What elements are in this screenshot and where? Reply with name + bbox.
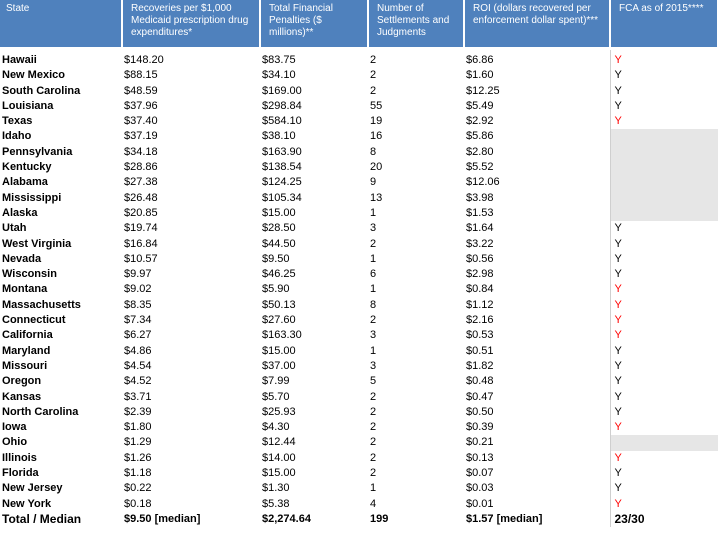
fca-cell xyxy=(610,435,718,450)
table-row xyxy=(0,84,718,99)
penalties-cell: $28.50 xyxy=(260,221,368,236)
penalties-cell: $14.00 xyxy=(260,451,368,466)
total-penalties-cell: $2,274.64 xyxy=(260,512,368,527)
header-recoveries: Recoveries per $1,000 Medicaid prescription drug expenditures* xyxy=(122,0,260,49)
settlements-cell: 2 xyxy=(368,84,464,99)
penalties-cell: $7.99 xyxy=(260,374,368,389)
table-row xyxy=(0,420,718,435)
recoveries-cell: $27.38 xyxy=(122,175,260,190)
recoveries-cell: $4.86 xyxy=(122,344,260,359)
table-row xyxy=(0,175,718,190)
recoveries-cell: $8.35 xyxy=(122,298,260,313)
state-cell: New Mexico xyxy=(0,68,122,83)
header-row xyxy=(0,0,718,49)
penalties-cell: $25.93 xyxy=(260,405,368,420)
table-row xyxy=(0,390,718,405)
state-cell: Missouri xyxy=(0,359,122,374)
settlements-cell: 2 xyxy=(368,435,464,450)
table-row xyxy=(0,435,718,450)
recoveries-cell: $2.39 xyxy=(122,405,260,420)
recoveries-cell: $9.97 xyxy=(122,267,260,282)
penalties-cell: $15.00 xyxy=(260,206,368,221)
fca-cell: Y xyxy=(610,221,718,236)
roi-cell: $0.48 xyxy=(464,374,610,389)
penalties-cell: $37.00 xyxy=(260,359,368,374)
settlements-cell: 3 xyxy=(368,328,464,343)
state-cell: Illinois xyxy=(0,451,122,466)
fca-cell: Y xyxy=(610,481,718,496)
fca-cell xyxy=(610,206,718,221)
state-cell: Texas xyxy=(0,114,122,129)
fca-cell: Y xyxy=(610,267,718,282)
roi-cell: $0.51 xyxy=(464,344,610,359)
penalties-cell: $27.60 xyxy=(260,313,368,328)
settlements-cell: 1 xyxy=(368,344,464,359)
penalties-cell: $584.10 xyxy=(260,114,368,129)
settlements-cell: 2 xyxy=(368,405,464,420)
total-row xyxy=(0,512,718,527)
table-row xyxy=(0,114,718,129)
recoveries-cell: $88.15 xyxy=(122,68,260,83)
roi-cell: $5.52 xyxy=(464,160,610,175)
roi-cell: $2.16 xyxy=(464,313,610,328)
settlements-cell: 19 xyxy=(368,114,464,129)
table-row xyxy=(0,206,718,221)
state-cell: Kansas xyxy=(0,390,122,405)
table-row xyxy=(0,451,718,466)
settlements-cell: 5 xyxy=(368,374,464,389)
roi-cell: $0.07 xyxy=(464,466,610,481)
roi-cell: $3.98 xyxy=(464,191,610,206)
recoveries-cell: $7.34 xyxy=(122,313,260,328)
state-cell: Idaho xyxy=(0,129,122,144)
settlements-cell: 9 xyxy=(368,175,464,190)
state-cell: New Jersey xyxy=(0,481,122,496)
recoveries-cell: $20.85 xyxy=(122,206,260,221)
total-roi-cell: $1.57 [median] xyxy=(464,512,610,527)
recoveries-cell: $26.48 xyxy=(122,191,260,206)
settlements-cell: 1 xyxy=(368,282,464,297)
state-cell: Kentucky xyxy=(0,160,122,175)
penalties-cell: $83.75 xyxy=(260,49,368,69)
recoveries-cell: $28.86 xyxy=(122,160,260,175)
fca-cell: Y xyxy=(610,451,718,466)
penalties-cell: $5.90 xyxy=(260,282,368,297)
fca-cell: Y xyxy=(610,313,718,328)
roi-cell: $1.60 xyxy=(464,68,610,83)
penalties-cell: $4.30 xyxy=(260,420,368,435)
total-fca-cell: 23/30 xyxy=(610,512,718,527)
recoveries-cell: $1.29 xyxy=(122,435,260,450)
table-row xyxy=(0,252,718,267)
table-row xyxy=(0,328,718,343)
settlements-cell: 6 xyxy=(368,267,464,282)
fca-cell: Y xyxy=(610,359,718,374)
settlements-cell: 8 xyxy=(368,145,464,160)
roi-cell: $0.50 xyxy=(464,405,610,420)
penalties-cell: $5.38 xyxy=(260,497,368,512)
recoveries-cell: $148.20 xyxy=(122,49,260,69)
state-cell: Montana xyxy=(0,282,122,297)
fca-cell: Y xyxy=(610,114,718,129)
state-cell: Massachusetts xyxy=(0,298,122,313)
penalties-cell: $12.44 xyxy=(260,435,368,450)
roi-cell: $1.53 xyxy=(464,206,610,221)
table-body xyxy=(0,49,718,512)
recoveries-cell: $0.18 xyxy=(122,497,260,512)
table-row xyxy=(0,191,718,206)
state-cell: Ohio xyxy=(0,435,122,450)
table-row xyxy=(0,49,718,69)
state-cell: Alaska xyxy=(0,206,122,221)
table-row xyxy=(0,267,718,282)
roi-cell: $12.06 xyxy=(464,175,610,190)
state-cell: Pennsylvania xyxy=(0,145,122,160)
table-row xyxy=(0,282,718,297)
table-row xyxy=(0,405,718,420)
settlements-cell: 3 xyxy=(368,359,464,374)
recoveries-cell: $1.26 xyxy=(122,451,260,466)
fca-cell xyxy=(610,160,718,175)
state-cell: Alabama xyxy=(0,175,122,190)
recoveries-cell: $37.96 xyxy=(122,99,260,114)
penalties-cell: $163.30 xyxy=(260,328,368,343)
roi-cell: $5.49 xyxy=(464,99,610,114)
penalties-cell: $34.10 xyxy=(260,68,368,83)
fca-cell: Y xyxy=(610,49,718,69)
settlements-cell: 1 xyxy=(368,206,464,221)
roi-cell: $1.12 xyxy=(464,298,610,313)
penalties-cell: $15.00 xyxy=(260,466,368,481)
state-cell: Louisiana xyxy=(0,99,122,114)
roi-cell: $0.01 xyxy=(464,497,610,512)
roi-cell: $0.13 xyxy=(464,451,610,466)
roi-cell: $0.03 xyxy=(464,481,610,496)
penalties-cell: $163.90 xyxy=(260,145,368,160)
settlements-cell: 16 xyxy=(368,129,464,144)
settlements-cell: 1 xyxy=(368,481,464,496)
recoveries-cell: $37.40 xyxy=(122,114,260,129)
settlements-cell: 2 xyxy=(368,390,464,405)
header-settlements: Number of Settlements and Judgments xyxy=(368,0,464,49)
header-fca: FCA as of 2015**** xyxy=(610,0,718,49)
roi-cell: $0.56 xyxy=(464,252,610,267)
settlements-cell: 4 xyxy=(368,497,464,512)
penalties-cell: $298.84 xyxy=(260,99,368,114)
header-penalties: Total Financial Penalties ($ millions)** xyxy=(260,0,368,49)
fca-cell xyxy=(610,175,718,190)
recoveries-cell: $1.80 xyxy=(122,420,260,435)
penalties-cell: $46.25 xyxy=(260,267,368,282)
recoveries-cell: $37.19 xyxy=(122,129,260,144)
state-cell: Iowa xyxy=(0,420,122,435)
state-cell: Oregon xyxy=(0,374,122,389)
header-state: State xyxy=(0,0,122,49)
fca-cell: Y xyxy=(610,99,718,114)
penalties-cell: $124.25 xyxy=(260,175,368,190)
table-row xyxy=(0,221,718,236)
table-row xyxy=(0,374,718,389)
table-row xyxy=(0,497,718,512)
fca-cell: Y xyxy=(610,344,718,359)
recoveries-cell: $16.84 xyxy=(122,237,260,252)
roi-cell: $2.92 xyxy=(464,114,610,129)
state-cell: California xyxy=(0,328,122,343)
state-cell: North Carolina xyxy=(0,405,122,420)
total-recoveries-cell: $9.50 [median] xyxy=(122,512,260,527)
table-row xyxy=(0,298,718,313)
penalties-cell: $38.10 xyxy=(260,129,368,144)
fca-cell: Y xyxy=(610,374,718,389)
settlements-cell: 3 xyxy=(368,221,464,236)
state-cell: New York xyxy=(0,497,122,512)
roi-cell: $2.80 xyxy=(464,145,610,160)
state-cell: South Carolina xyxy=(0,84,122,99)
fca-cell: Y xyxy=(610,420,718,435)
recoveries-cell: $0.22 xyxy=(122,481,260,496)
fca-cell: Y xyxy=(610,328,718,343)
table-row xyxy=(0,129,718,144)
table-row xyxy=(0,237,718,252)
fca-cell: Y xyxy=(610,466,718,481)
header-roi: ROI (dollars recovered per enforcement dollar spent)*** xyxy=(464,0,610,49)
fca-cell xyxy=(610,129,718,144)
penalties-cell: $105.34 xyxy=(260,191,368,206)
fca-cell xyxy=(610,145,718,160)
roi-cell: $1.64 xyxy=(464,221,610,236)
penalties-cell: $169.00 xyxy=(260,84,368,99)
fca-cell: Y xyxy=(610,405,718,420)
fca-cell: Y xyxy=(610,390,718,405)
state-cell: Florida xyxy=(0,466,122,481)
settlements-cell: 2 xyxy=(368,420,464,435)
penalties-cell: $5.70 xyxy=(260,390,368,405)
fca-cell: Y xyxy=(610,282,718,297)
state-cell: Wisconsin xyxy=(0,267,122,282)
state-cell: Mississippi xyxy=(0,191,122,206)
recoveries-cell: $4.52 xyxy=(122,374,260,389)
table-row xyxy=(0,359,718,374)
recoveries-cell: $19.74 xyxy=(122,221,260,236)
fca-cell: Y xyxy=(610,252,718,267)
settlements-cell: 2 xyxy=(368,49,464,69)
roi-cell: $0.84 xyxy=(464,282,610,297)
roi-cell: $5.86 xyxy=(464,129,610,144)
roi-cell: $6.86 xyxy=(464,49,610,69)
state-cell: Hawaii xyxy=(0,49,122,69)
settlements-cell: 2 xyxy=(368,451,464,466)
table-row xyxy=(0,313,718,328)
settlements-cell: 2 xyxy=(368,466,464,481)
table-row xyxy=(0,68,718,83)
fca-cell: Y xyxy=(610,298,718,313)
table-row xyxy=(0,466,718,481)
penalties-cell: $15.00 xyxy=(260,344,368,359)
recoveries-cell: $48.59 xyxy=(122,84,260,99)
fca-cell xyxy=(610,191,718,206)
roi-cell: $0.53 xyxy=(464,328,610,343)
table-row xyxy=(0,344,718,359)
state-cell: Connecticut xyxy=(0,313,122,328)
settlements-cell: 2 xyxy=(368,237,464,252)
roi-cell: $1.82 xyxy=(464,359,610,374)
roi-cell: $0.47 xyxy=(464,390,610,405)
state-cell: Nevada xyxy=(0,252,122,267)
recoveries-cell: $1.18 xyxy=(122,466,260,481)
table-row xyxy=(0,160,718,175)
roi-cell: $2.98 xyxy=(464,267,610,282)
penalties-cell: $138.54 xyxy=(260,160,368,175)
settlements-cell: 20 xyxy=(368,160,464,175)
settlements-cell: 2 xyxy=(368,68,464,83)
settlements-cell: 8 xyxy=(368,298,464,313)
recoveries-cell: $4.54 xyxy=(122,359,260,374)
penalties-cell: $50.13 xyxy=(260,298,368,313)
table-row xyxy=(0,99,718,114)
total-state-cell: Total / Median xyxy=(0,512,122,527)
fca-cell: Y xyxy=(610,84,718,99)
state-cell: Utah xyxy=(0,221,122,236)
penalties-cell: $9.50 xyxy=(260,252,368,267)
recoveries-cell: $9.02 xyxy=(122,282,260,297)
state-cell: Maryland xyxy=(0,344,122,359)
table-row xyxy=(0,145,718,160)
penalties-cell: $44.50 xyxy=(260,237,368,252)
total-settlements-cell: 199 xyxy=(368,512,464,527)
settlements-cell: 1 xyxy=(368,252,464,267)
fca-cell: Y xyxy=(610,497,718,512)
settlements-cell: 2 xyxy=(368,313,464,328)
settlements-cell: 55 xyxy=(368,99,464,114)
state-cell: West Virginia xyxy=(0,237,122,252)
recoveries-cell: $6.27 xyxy=(122,328,260,343)
roi-cell: $3.22 xyxy=(464,237,610,252)
roi-cell: $0.39 xyxy=(464,420,610,435)
roi-cell: $12.25 xyxy=(464,84,610,99)
table-row xyxy=(0,481,718,496)
settlements-cell: 13 xyxy=(368,191,464,206)
roi-cell: $0.21 xyxy=(464,435,610,450)
recoveries-cell: $3.71 xyxy=(122,390,260,405)
recoveries-cell: $34.18 xyxy=(122,145,260,160)
penalties-cell: $1.30 xyxy=(260,481,368,496)
fca-cell: Y xyxy=(610,237,718,252)
recoveries-cell: $10.57 xyxy=(122,252,260,267)
fca-cell: Y xyxy=(610,68,718,83)
